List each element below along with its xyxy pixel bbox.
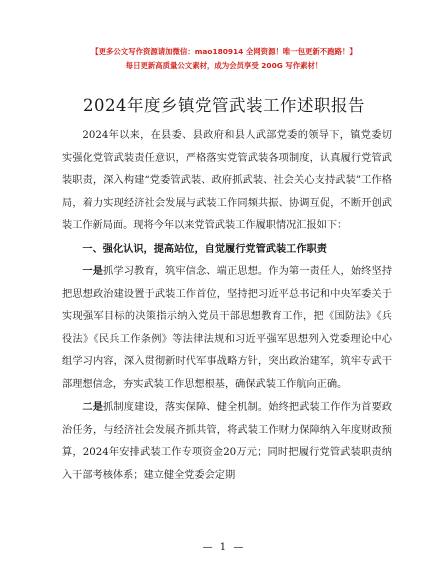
section-1-paragraph-2 [62, 396, 392, 487]
paragraph-lead: 二是 [82, 401, 104, 413]
promo-banner [0, 45, 448, 73]
document-body [62, 125, 392, 487]
paragraph-text: 抓制度建设，落实保障、健全机制。始终把武装工作作为首要政治任务，与经济社会发展齐抓共管，将武装工作财力保障纳入年度财政预算，2024年安排武装工作专项资金20万元；同时把履行党管武装职责纳入干部考核体系；建立健全党委会定期 [62, 402, 393, 481]
promo-banner-line-2: 每日更新高质量公文素材，成为会员享受 200G 写作素材！ [125, 61, 323, 70]
paragraph-text: 抓学习教育，筑牢信念、端正思想。作为第一责任人，始终坚持把思想政治建设置于武装工作首位，坚持把习近平总书记和中央军委关于实现强军目标的决策指示纳入党员干部思想教育工作，把《国防法》《兵役法》《民兵工作条例》等法律法规和习近平强军思想列入党委理论中心组学习内容，深入贯彻新时代军事战略方针，突出政治建军，筑牢专武干部理想信念，夯实武装工作思想根基，确保武装工作航向正确。 [62, 266, 393, 390]
section-1-paragraph-1 [62, 260, 392, 396]
page-number: — 1 — [202, 542, 246, 553]
document-title: 2024年度乡镇党管武装工作述职报告 [83, 96, 365, 115]
promo-banner-line-1: 【更多公文写作资源请加微信：mao180914 全网资源！唯一包更新不跑路！】 [91, 47, 357, 56]
section-1-heading: 一、强化认识，提高站位，自觉履行党管武装工作职责 [82, 242, 327, 255]
paragraph-lead: 一是 [82, 265, 104, 277]
intro-paragraph: 2024年以来，在县委、县政府和县人武部党委的领导下，镇党委切实强化党管武装责任意识，严格落实党管武装各项制度，认真履行党管武装职责，深入构建“党委管武装、政府抓武装、社会关心支持武装”工作格局，着力实现经济社会发展与武装工作同频共振、协调互促，不断开创武装工作新局面。现将今年以来党管武装工作履职情况汇报如下： [62, 130, 392, 231]
